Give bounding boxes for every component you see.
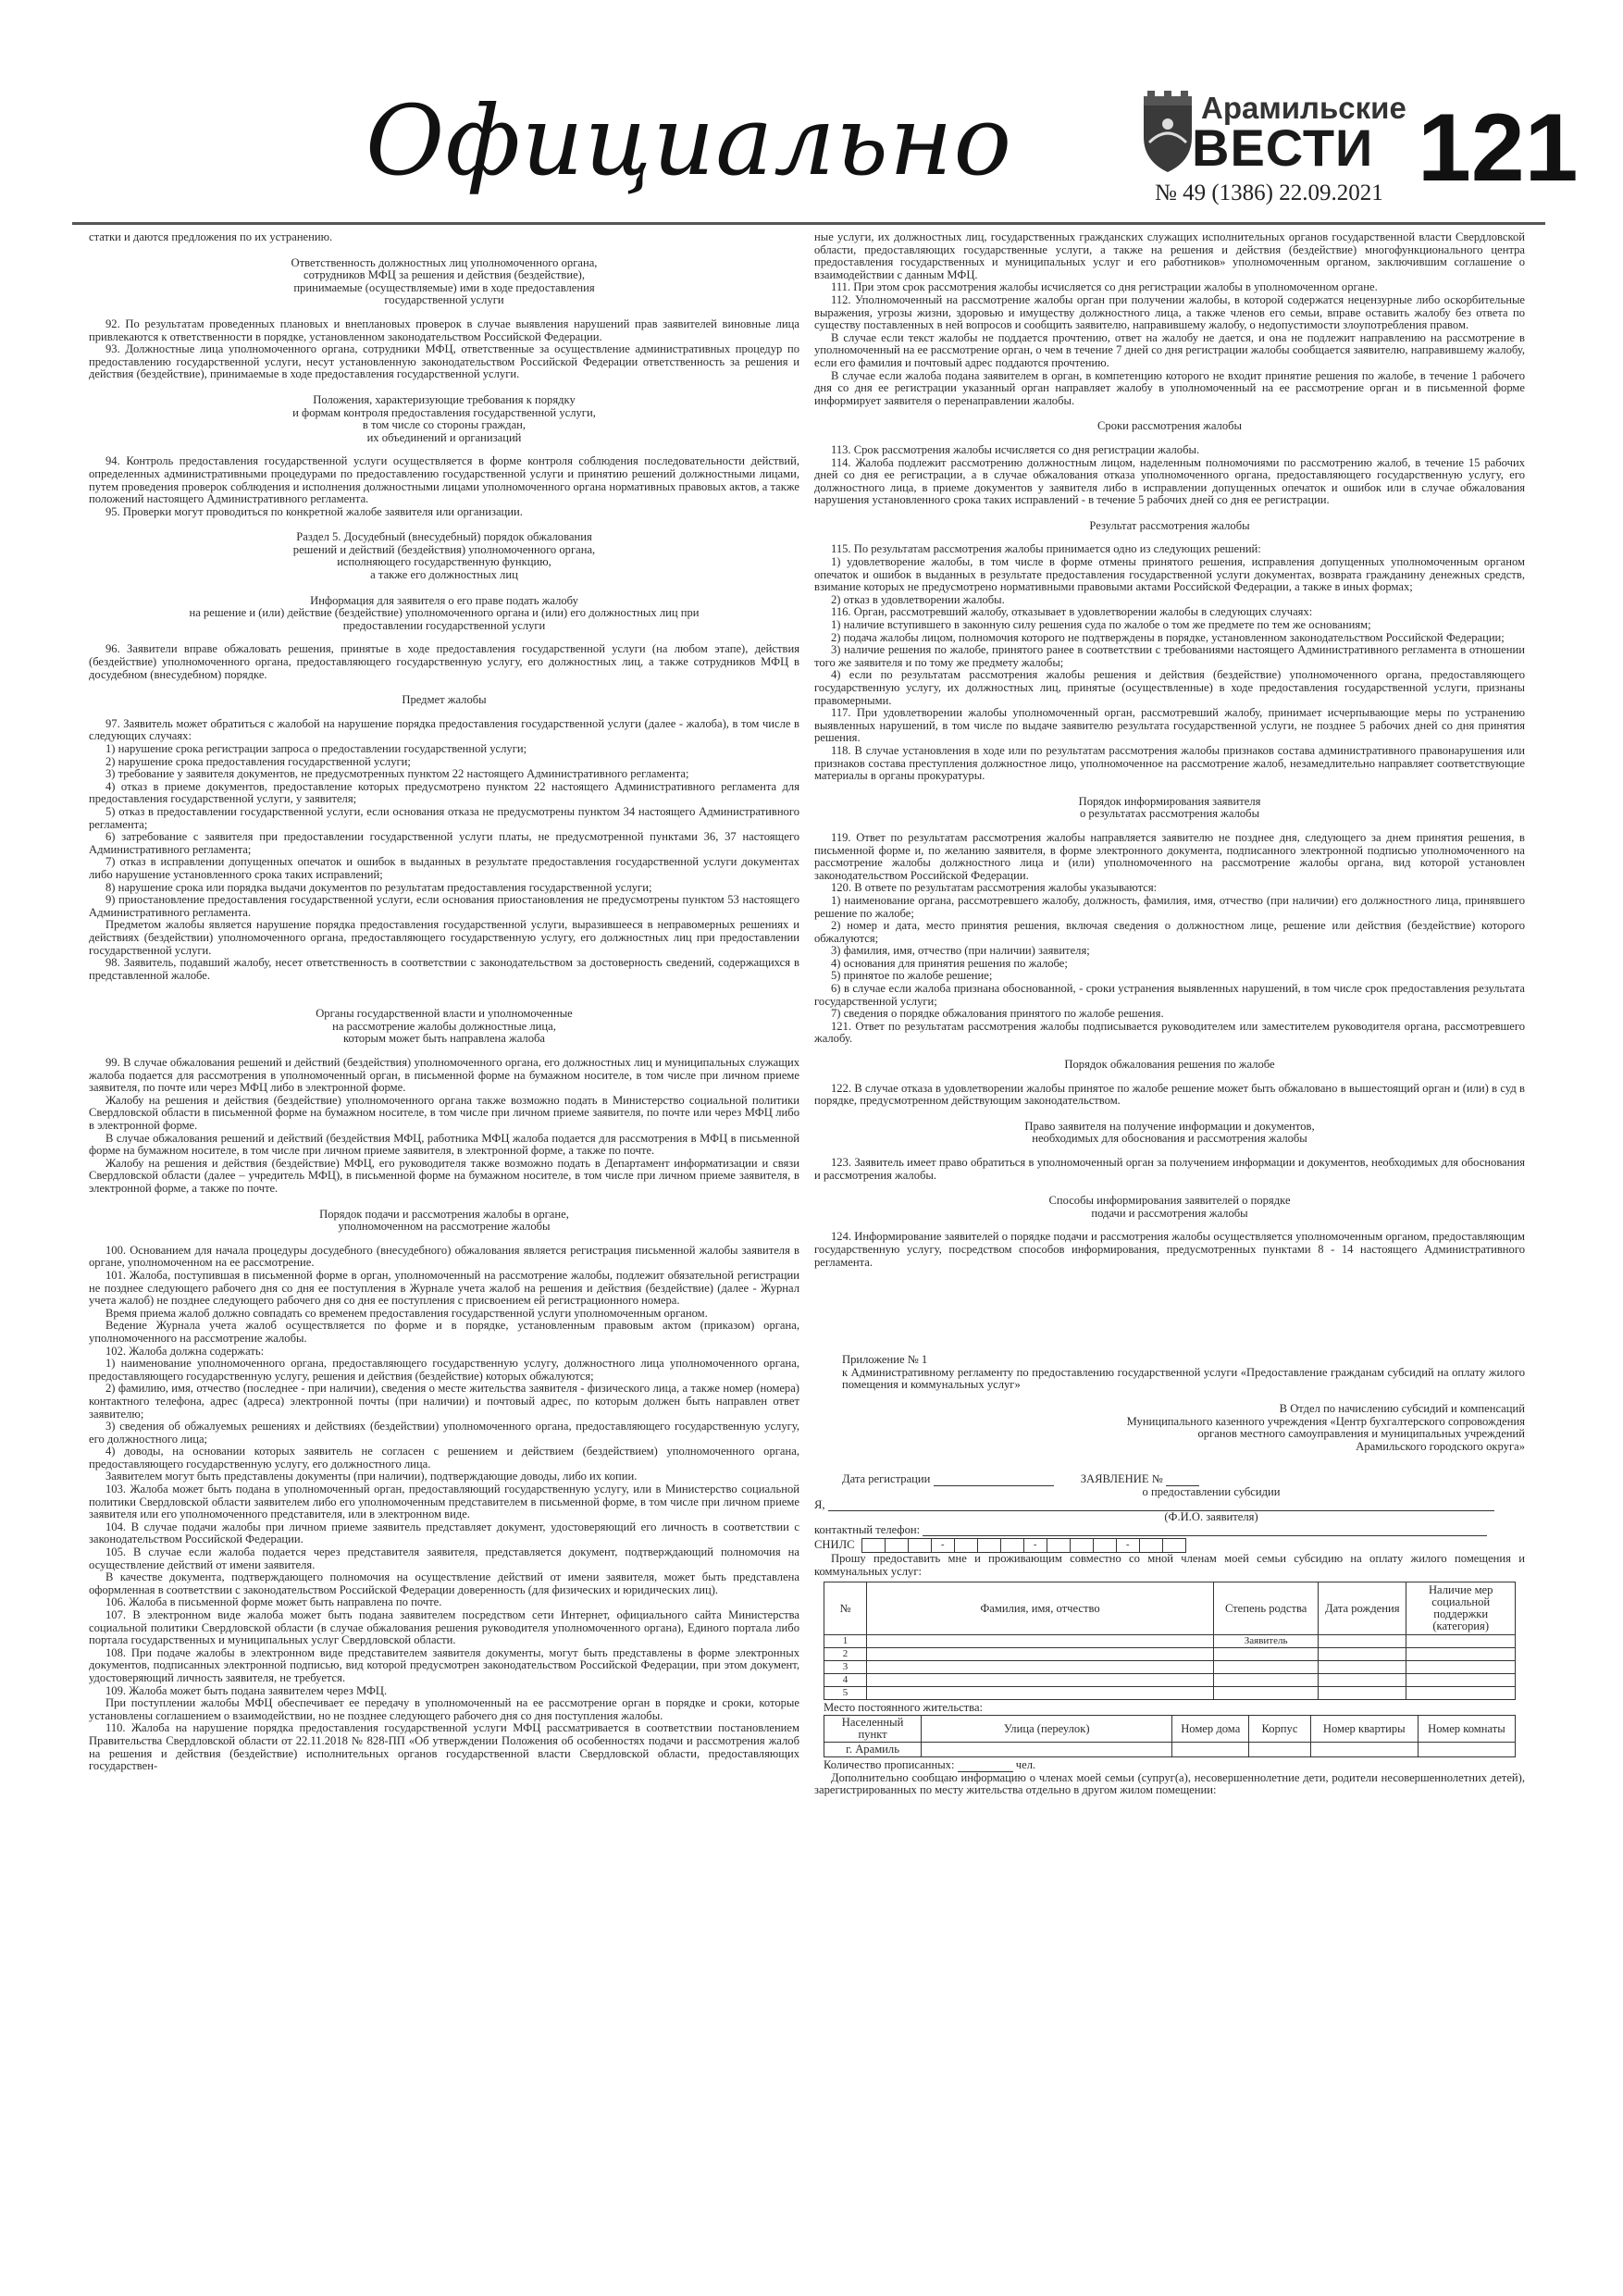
paragraph: 102. Жалоба должна содержать: [105,1344,265,1358]
paragraph: Время приема жалоб должно совпадать со временем предоставления государственной услуги уполномоченным органом. [105,1306,708,1320]
heading-line: Результат рассмотрения жалобы [1089,518,1250,532]
family-row-number: 5 [824,1687,867,1700]
subsidy-request-text: Прошу предоставить мне и проживающим совместно со мной членам моей семьи субсидию на оплату жилого помещения и коммунальных услуг: [814,1552,1525,1578]
heading-line: Порядок подачи и рассмотрения жалобы в органе, [319,1207,569,1221]
paragraph: 3) наличие решения по жалобе, принятого ранее в соответствии с требованиями настоящего Административного регламента в отношении того же заявителя и по тому же предмету жалобы; [814,643,1525,669]
family-name-cell[interactable] [866,1635,1213,1648]
heading-line: Информация для заявителя о его праве подать жалобу [310,593,578,607]
family-relation-cell[interactable] [1214,1648,1319,1661]
family-birthdate-cell[interactable] [1319,1674,1406,1687]
paragraph: 1) наименование уполномоченного органа, предоставляющего государственную услугу, должностного лица уполномоченного органа, предоставляющего государственную услугу, решения и действия (бездействие) которых обжалуются; [89,1357,799,1383]
heading-line: Раздел 5. Досудебный (внесудебный) порядок обжалования [296,530,592,544]
paragraph: 106. Жалоба в письменной форме может быть направлена по почте. [105,1595,442,1609]
paragraph: 4) если по результатам рассмотрения жалобы решения и действия (бездействие) уполномоченного органа, предоставляющего государственную услугу, их должностных лиц, принятые (осуществленные) в ходе предоставления государственной услуги, признаны правомерными. [814,668,1525,707]
paragraph: 2) подача жалобы лицом, полномочия которого не подтверждены в порядке, установленном законодательством Российской Федерации; [831,630,1505,644]
paragraph: 7) сведения о порядке обжалования принятого по жалобе решения. [831,1007,1164,1021]
address-house-cell[interactable] [1172,1743,1249,1757]
section-heading [814,1195,1525,1220]
paragraph: ные услуги, их должностных лиц, государственных гражданских служащих исполнительных органов государственной власти Свердловской области, предоставляющих государственные услуги, а также на решения и действия (бездействие) многофункционального центра предоставления государственных и муниципальных услуг и его работников» уполномоченным органом, заключившим соглашение о взаимодействии с данным МФЦ. [814,230,1525,281]
paragraph: 120. В ответе по результатам рассмотрения жалобы указываются: [831,881,1158,895]
paragraph: 6) затребование с заявителя при предоставлении государственной услуги платы, не предусмотренной пунктами 36, 37 настоящего Административного регламента; [89,830,799,856]
paragraph: 97. Заявитель может обратиться с жалобой на нарушение порядка предоставления государственной услуги (далее - жалоба), в том числе в следующих случаях: [89,716,799,743]
publication-name-big: ВЕСТИ [1192,118,1374,177]
paragraph: 113. Срок рассмотрения жалобы исчисляется со дня регистрации жалобы. [831,442,1200,456]
paragraph: 108. При подаче жалобы в электронном виде представителем заявителя документы, могут быть представлены в форме электронных документов, подписанных электронной подписью, вид которой предусмотрен законодательством Российской Федерации, при этом документ, удостоверяющий личность заявителя, не требуется. [89,1645,799,1684]
heading-line: которым может быть направлена жалоба [342,1032,546,1046]
addressee-line: Муниципального казенного учреждения «Центр бухгалтерского сопровождения [1126,1414,1525,1428]
section-heading [814,1059,1525,1072]
family-name-cell[interactable] [866,1661,1213,1674]
heading-line: Способы информирования заявителей о порядке [1048,1194,1291,1208]
section-heading [89,531,799,581]
paragraph: Заявителем могут быть представлены документы (при наличии), подтверждающие доводы, либо их копии. [105,1470,638,1483]
applicant-label: Я, [814,1497,825,1511]
issue-info: № 49 (1386) 22.09.2021 [1155,180,1383,205]
additional-info-text: Дополнительно сообщаю информацию о членах моей семьи (супруг(а), несовершеннолетние дети, родители несовершеннолетних детей), зарегистрированных по месту жительства отдельно в другом жилом помещении: [814,1770,1525,1797]
paragraph: 111. При этом срок рассмотрения жалобы исчисляется со дня регистрации жалобы в уполномоченном органе. [831,280,1378,294]
address-col-header: Улица (переулок) [922,1716,1172,1743]
right-column-text [814,231,1525,1269]
section-heading [89,257,799,307]
paragraph: 103. Жалоба может быть подана в уполномоченный орган, предоставляющий государственную услугу, или в Министерство социальной политики Свердловской области заявителем либо его уполномоченным представителем в письменной форме, в том числе при личном приеме заявителя или его уполномоченного представителя, или в электронном виде. [89,1483,799,1521]
paragraph: 95. Проверки могут проводиться по конкретной жалобе заявителя или организации. [105,504,523,518]
paragraph: В случае если текст жалобы не поддается прочтению, ответ на жалобу не дается, и она не подлежит направлению на рассмотрение в уполномоченный на ее рассмотрение орган, о чем в течение 7 дней со дня регистрации жалобы сообщается заявителю, направившему жалобу, если его фамилия и почтовый адрес поддаются прочтению. [814,330,1525,369]
paragraph: 2) номер и дата, место принятия решения, включая сведения о должностном лице, решение или действия (бездействие) которого обжалуются; [814,919,1525,945]
address-col-header: Населенный пункт [824,1716,922,1743]
heading-line: Сроки рассмотрения жалобы [1097,419,1242,433]
paragraph: Ведение Журнала учета жалоб осуществляется по форме и в порядке, установленным правовым актом (приказом) органа, уполномоченного на рассмотрение жалобы. [89,1319,799,1345]
appendix-title: Приложение № 1 [842,1353,928,1367]
paragraph: 1) удовлетворение жалобы, в том числе в форме отмены принятого решения, исправления допущенных уполномоченным органом опечаток и ошибок в выданных в результате предоставления государственной услуги документах, возврата гражданину денежных средств, взимание которых не предусмотрено нормативными правовыми актами Российской Федерации, а также в иных формах; [814,555,1525,594]
family-benefit-cell[interactable] [1406,1648,1516,1661]
paragraph: 6) в случае если жалоба признана обоснованной, - сроки устранения выявленных нарушений, в том числе срок предоставления результата государственной услуги; [814,982,1525,1008]
phone-label: контактный телефон: [814,1522,921,1536]
address-col-header: Корпус [1249,1716,1310,1743]
family-benefit-cell[interactable] [1406,1661,1516,1674]
addressee-line: В Отдел по начислению субсидий и компенсаций [1279,1401,1525,1415]
family-col-header: Наличие мер социальной поддержки (категория) [1406,1582,1516,1635]
addressee-line: Арамильского городского округа» [1356,1439,1525,1453]
section-title: Официально [365,84,1013,197]
heading-line: Органы государственной власти и уполномоченные [316,1007,573,1021]
paragraph: 116. Орган, рассмотревший жалобу, отказывает в удовлетворении жалобы в следующих случаях: [831,605,1313,619]
family-name-cell[interactable] [866,1648,1213,1661]
heading-line: а также его должностных лиц [370,568,518,582]
heading-line: решений и действий (бездействия) уполномоченного органа, [292,542,596,556]
table-row [824,1661,1516,1674]
heading-line: подачи и рассмотрения жалобы [1091,1206,1248,1220]
residence-label: Место постоянного жительства: [824,1701,984,1715]
family-name-cell[interactable] [866,1674,1213,1687]
family-birthdate-cell[interactable] [1319,1648,1406,1661]
section-heading [814,420,1525,433]
right-column [814,231,1525,1797]
paragraph: 2) нарушение срока предоставления государственной услуги; [105,754,411,768]
statement-title: ЗАЯВЛЕНИЕ № [1080,1472,1163,1486]
paragraph: 92. По результатам проведенных плановых и внеплановых проверок в случае выявления нарушений прав заявителей виновные лица привлекаются к ответственности в порядке, установленном законодательством Российской Федерации. [89,316,799,343]
paragraph: 3) фамилия, имя, отчество (при наличии) заявителя; [831,944,1090,958]
heading-line: и формам контроля предоставления государственной услуги, [292,405,596,419]
section-heading [89,595,799,633]
registered-count-row [824,1759,1525,1772]
family-benefit-cell[interactable] [1406,1674,1516,1687]
heading-line: на рассмотрение жалобы должностные лица, [332,1019,556,1033]
page-header [0,0,1623,231]
paragraph: 115. По результатам рассмотрения жалобы принимается одно из следующих решений: [831,542,1261,556]
left-column [89,231,799,1773]
paragraph: 112. Уполномоченный на рассмотрение жалобы орган при получении жалобы, в которой содержатся нецензурные либо оскорбительные выражения, угрозы жизни, здоровью и имуществу должностного лица, а также членов его семьи, вправе оставить жалобу без ответа по существу поставленных в ней вопросов и сообщить заявителю, направившему жалобу, о недопустимости злоупотребления правом. [814,292,1525,332]
applicant-name-caption: (Ф.И.О. заявителя) [1164,1510,1258,1524]
paragraph: 5) отказ в предоставлении государственной услуги, если основания отказа не предусмотрены пунктом 34 настоящего Административного регламента; [89,804,799,831]
family-row-number: 4 [824,1674,867,1687]
section-heading [89,394,799,444]
paragraph: 124. Информирование заявителей о порядке подачи и рассмотрения жалобы осуществляется уполномоченным органом, предоставляющим государственную услугу, посредством способов информирования, предусмотренных пунктами 8 - 14 настоящего Административного регламента. [814,1230,1525,1269]
paragraph: 94. Контроль предоставления государственной услуги осуществляется в форме контроля соблюдения последовательности действий, определенных административными процедурами по предоставлению государственной услуги и принятию решений должностными лицами, путем проведения проверок соблюдения и исполнения должностными лицами уполномоченного органа нормативных правовых актов, а также положений настоящего Административного регламента. [89,454,799,506]
paragraph: 1) наименование органа, рассмотревшего жалобу, должность, фамилия, имя, отчество (при наличии) его должностного лица, принявшего решение по жалобе; [814,893,1525,920]
heading-line: в том числе со стороны граждан, [362,418,527,432]
paragraph: В случае обжалования решений и действий (бездействия МФЦ, работника МФЦ жалоба подается для рассмотрения в МФЦ в письменной форме на бумажном носителе, в том числе при личном приеме заявителя, в электронной форме, а также по почте. [89,1131,799,1158]
paragraph: 8) нарушение срока или порядка выдачи документов по результатам предоставления государственной услуги; [105,880,652,894]
family-birthdate-cell[interactable] [1319,1687,1406,1700]
family-col-header: Степень родства [1214,1582,1319,1635]
paragraph: 110. Жалоба на нарушение порядка предоставления государственной услуги МФЦ рассматривается в соответствии постановлением Правительства Свердловской области от 22.11.2018 № 828-ПП «Об утверждении Положения об особенностях подачи и рассмотрения жалоб на решения и действия (бездействие) исполнительных органов государственной власти Свердловской области, предоставляющих государствен- [89,1721,799,1773]
heading-line: Порядок информирования заявителя [1078,794,1261,808]
address-apartment-cell[interactable] [1310,1743,1418,1757]
heading-line: предоставлении государственной услуги [342,618,546,632]
address-room-cell[interactable] [1418,1743,1515,1757]
family-benefit-cell[interactable] [1406,1687,1516,1700]
heading-line: Порядок обжалования решения по жалобе [1064,1058,1275,1072]
table-row [824,1648,1516,1661]
paragraph: 109. Жалоба может быть подана заявителем через МФЦ. [105,1683,388,1697]
appendix-subtitle: к Административному регламенту по предоставлению государственной услуги «Предоставление гражданам субсидий на оплату жилого помещения и коммунальных услуг» [842,1365,1525,1392]
paragraph: 118. В случае установления в ходе или по результатам рассмотрения жалобы признаков состава административного правонарушения или признаков состава преступления должностное лицо, уполномоченное на рассмотрение жалоб, незамедлительно направляет соответствующие материалы в органы прокуратуры. [814,743,1525,783]
paragraph: 1) наличие вступившего в законную силу решения суда по жалобе о том же предмете по тем же основаниям; [831,618,1371,632]
heading-line: Право заявителя на получение информации и документов, [1024,1119,1315,1133]
spacer [89,982,799,995]
paragraph: 5) принятое по жалобе решение; [831,969,993,983]
heading-line: принимаемые (осуществляемые) ими в ходе предоставления [293,280,595,294]
section-heading [814,796,1525,821]
heading-line: Положения, характеризующие требования к порядку [313,392,576,406]
heading-line: государственной услуги [384,293,504,307]
address-building-cell[interactable] [1249,1743,1310,1757]
paragraph: 7) отказ в исправлении допущенных опечаток и ошибок в выданных в результате предоставления государственной услуги документах либо нарушение установленного срока таких исправлений; [89,855,799,881]
paragraph: 114. Жалоба подлежит рассмотрению должностным лицом, наделенным полномочиями по рассмотрению жалоб, в течение 15 рабочих дней со дня ее регистрации, а в случае обжалования отказа уполномоченного органа, предоставляющего государственную услугу, его должностного лица, в приеме документов у заявителя либо в исправлении допущенных опечаток и ошибок или в случае обжалования нарушения установленного срока таких исправлений - в течение 5 рабочих дней со дня ее регистрации. [814,455,1525,507]
registration-date-field[interactable] [934,1485,1054,1486]
residence-table [824,1715,1516,1757]
table-row [824,1687,1516,1700]
paragraph: 119. Ответ по результатам рассмотрения жалобы направляется заявителю не позднее дня, следующего за днем принятия решения, в письменной форме и, по желанию заявителя, в форме электронного документа, подписанного электронной подписью уполномоченного на рассмотрение жалобы должностного лица и (или) уполномоченного на рассмотрение жалобы органа, вид которой установлен законодательством Российской Федерации. [814,830,1525,882]
family-row-number: 1 [824,1635,867,1648]
paragraph: 3) сведения об обжалуемых решениях и действиях (бездействии) уполномоченного органа, предоставляющего государственную услугу, его должностного лица; [89,1420,799,1446]
registered-count-unit: чел. [1015,1758,1036,1772]
snils-label: СНИЛС [814,1538,855,1552]
heading-line: исполняющего государственную функцию, [337,555,551,569]
paragraph: 2) фамилию, имя, отчество (последнее - при наличии), сведения о месте жительства заявителя - физического лица, а также номер (номера) контактного телефона, адрес (адреса) электронной почты (при наличии) и почтовый адрес, по которым должен быть направлен ответ заявителю; [89,1382,799,1421]
address-col-header: Номер квартиры [1310,1716,1418,1743]
publication-name-small: Арамильские [1201,91,1406,125]
heading-line: Ответственность должностных лиц уполномоченного органа, [291,255,598,269]
paragraph: 123. Заявитель имеет право обратиться в уполномоченный орган за получением информации и документов, необходимых для обоснования и рассмотрения жалобы. [814,1156,1525,1182]
address-col-header: Номер комнаты [1418,1716,1515,1743]
paragraph: 122. В случае отказа в удовлетворении жалобы принятое по жалобе решение может быть обжаловано в вышестоящий орган и (или) в суд в порядке, предусмотренном действующим законодательством. [814,1081,1525,1108]
phone-row [814,1524,1525,1537]
addressee-block [814,1403,1525,1453]
paragraph: 101. Жалоба, поступившая в письменной форме в орган, уполномоченный на рассмотрение жалобы, подлежит обязательной регистрации не позднее следующего рабочего дня со дня ее поступления в Журнале учета жалоб на решения и действия (бездействие) (далее - Журнал учета жалоб) не позднее следующего рабочего дня со дня ее поступления с присвоением ей регистрационного номера. [89,1268,799,1308]
family-birthdate-cell[interactable] [1319,1661,1406,1674]
section-heading [89,694,799,707]
address-col-header: Номер дома [1172,1716,1249,1743]
paragraph: Жалобу на решения и действия (бездействие) МФЦ, его руководителя также возможно подать в Департамент информатизации и связи Свердловской области (далее – учредитель МФЦ), в письменной форме на бумажном носителе, в том числе при личном приеме заявителя, в электронной форме, а также по почте. [89,1156,799,1195]
heading-line: необходимых для обоснования и рассмотрения жалобы [1032,1132,1307,1146]
registration-date-label: Дата регистрации [842,1472,931,1486]
table-row [824,1635,1516,1648]
paragraph: В качестве документа, подтверждающего полномочия на осуществление действий от имени заявителя, может быть представлена оформленная в соответствии с законодательством Российской Федерации доверенность (для физических и юридических лиц). [89,1570,799,1596]
phone-field[interactable] [923,1535,1487,1536]
registration-date-row [814,1473,1525,1486]
family-col-header: Дата рождения [1319,1582,1406,1635]
paragraph: 4) отказ в приеме документов, предоставление которых предусмотрено пунктом 22 настоящего Административного регламента для предоставления государственной услуги, у заявителя; [89,779,799,806]
family-birthdate-cell[interactable] [1319,1635,1406,1648]
table-row [824,1674,1516,1687]
section-heading [814,1121,1525,1146]
family-relation-cell[interactable] [1214,1661,1319,1674]
family-row-number: 2 [824,1648,867,1661]
applicant-name-field[interactable] [828,1510,1494,1511]
family-col-header: № [824,1582,867,1635]
paragraph: 98. Заявитель, подавший жалобу, несет ответственность в соответствии с законодательством за достоверность сведений, содержащихся в представленной жалобе. [89,956,799,982]
address-city-cell[interactable]: г. Арамиль [824,1743,922,1757]
paragraph: Предметом жалобы является нарушение порядка предоставления государственной услуги, выразившееся в неправомерных решениях и действиях (бездействии) уполномоченного органа, предоставляющего государственную услугу, его должностных лиц при предоставлении государственной услуги. [89,918,799,957]
family-relation-cell[interactable] [1214,1687,1319,1700]
heading-line: на решение и (или) действие (бездействие) уполномоченного органа и (или) его должностных лиц при [189,606,700,620]
paragraph: 4) основания для принятия решения по жалобе; [831,956,1068,970]
paragraph: 100. Основанием для начала процедуры досудебного (внесудебного) обжалования является регистрация письменной жалобы заявителя в органе, уполномоченном на ее рассмотрение. [89,1243,799,1270]
family-name-cell[interactable] [866,1687,1213,1700]
paragraph: 99. В случае обжалования решений и действий (бездействия) уполномоченного органа, его должностных лиц и муниципальных служащих жалоба подается для рассмотрения в уполномоченный орган, в письменной форме на бумажном носителе, в том числе при личном приеме заявителя, по почте или через МФЦ либо в электронной форме. [89,1056,799,1095]
snils-field[interactable]: - - - [861,1538,1186,1553]
heading-line: их объединений и организаций [366,430,522,444]
paragraph: 121. Ответ по результатам рассмотрения жалобы подписывается руководителем или заместителем руководителя органа, рассмотревшего жалобу. [814,1019,1525,1046]
paragraph: В случае если жалоба подана заявителем в орган, в компетенцию которого не входит принятие решения по жалобе, в течение 1 рабочего дня со дня ее регистрации указанный орган направляет жалобу в уполномоченный на ее рассмотрение орган и в письменной форме информирует заявителя о перенаправлении жалобы. [814,368,1525,407]
paragraph: 1) нарушение срока регистрации запроса о предоставлении государственной услуги; [105,742,527,755]
paragraph: При поступлении жалобы МФЦ обеспечивает ее передачу в уполномоченный на ее рассмотрение орган в порядке и сроки, которые установлены соглашением о взаимодействии, но не позднее следующего рабочего дня со дня поступления жалобы. [89,1696,799,1722]
family-members-table [824,1582,1516,1700]
paragraph: 117. При удовлетворении жалобы уполномоченный орган, рассмотревший жалобу, принимает исчерпывающие меры по устранению выявленных нарушений, в том числе по выдаче заявителю результата государственной услуги, не позднее 5 рабочих дней со дня принятия решения. [814,706,1525,745]
heading-line: уполномоченном на рассмотрение жалобы [338,1220,551,1234]
paragraph: 3) требование у заявителя документов, не предусмотренных пунктом 22 настоящего Административного регламента; [105,767,689,781]
registered-count-label: Количество прописанных: [824,1758,955,1772]
paragraph: 105. В случае если жалоба подается через представителя заявителя, представляется документ, подтверждающий полномочия на осуществление действий от имени заявителя. [89,1545,799,1571]
paragraph: 2) отказ в удовлетворении жалобы. [831,592,1005,606]
heading-line: о результатах рассмотрения жалобы [1079,807,1260,821]
paragraph: Жалобу на решения и действия (бездействие) уполномоченного органа также возможно подать в Министерство социальной политики Свердловской области в письменной форме на бумажном носителе, в том числе при личном приеме заявителя, по почте или через МФЦ либо в электронной форме. [89,1093,799,1133]
paragraph: 4) доводы, на основании которых заявитель не согласен с решением и действием (бездействием) уполномоченного органа, предоставляющего государственную услугу, его должностного лица. [89,1445,799,1471]
snils-row [814,1538,1525,1553]
paragraph: 9) приостановление предоставления государственной услуги, если основания приостановления не предусмотрены пунктом 53 настоящего Административного регламента. [89,893,799,919]
family-row-number: 3 [824,1661,867,1674]
paragraph: 107. В электронном виде жалоба может быть подана заявителем посредством сети Интернет, официального сайта Министерства социальной политики Свердловской области (в случае обжалования решения руководителя уполномоченного органа), Единого портала либо портала государственных и муниципальных услуг Свердловской области. [89,1608,799,1647]
section-heading [89,1008,799,1046]
appendix-form [814,1354,1525,1797]
family-relation-cell[interactable]: Заявитель [1214,1635,1319,1648]
family-col-header: Фамилия, имя, отчество [866,1582,1213,1635]
statement-subtitle: о предоставлении субсидии [1142,1484,1281,1498]
addressee-line: органов местного самоуправления и муниципальных учреждений [1197,1427,1525,1441]
heading-line: Предмет жалобы [402,693,487,707]
header-divider [72,222,1545,225]
paragraph: 104. В случае подачи жалобы при личном приеме заявитель представляет документ, удостоверяющий его личность в соответствии с законодательством Российской Федерации. [89,1520,799,1546]
family-relation-cell[interactable] [1214,1674,1319,1687]
family-benefit-cell[interactable] [1406,1635,1516,1648]
address-street-cell[interactable] [922,1743,1172,1757]
paragraph: 93. Должностные лица уполномоченного органа, сотрудники МФЦ, ответственные за осуществление административных процедур по предоставлению государственной услуги, несут установленную законодательством Российской Федерации ответственность за решения и действия (бездействие), принимаемые в ходе предоставления государственной услуги. [89,342,799,381]
heading-line: сотрудников МФЦ за решения и действия (бездействие), [303,268,586,282]
section-heading [89,1209,799,1234]
paragraph: статки и даются предложения по их устранению. [89,230,333,243]
page-number: 121 [1418,94,1579,202]
section-heading [814,520,1525,533]
paragraph: 96. Заявители вправе обжаловать решения, принятые в ходе предоставления государственной услуги (на любом этапе), действия (бездействие) уполномоченного органа, предоставляющего государственную услугу, его должностных лиц, а также сотрудников МФЦ в досудебном (внесудебном) порядке. [89,642,799,681]
applicant-name-row [814,1499,1525,1512]
